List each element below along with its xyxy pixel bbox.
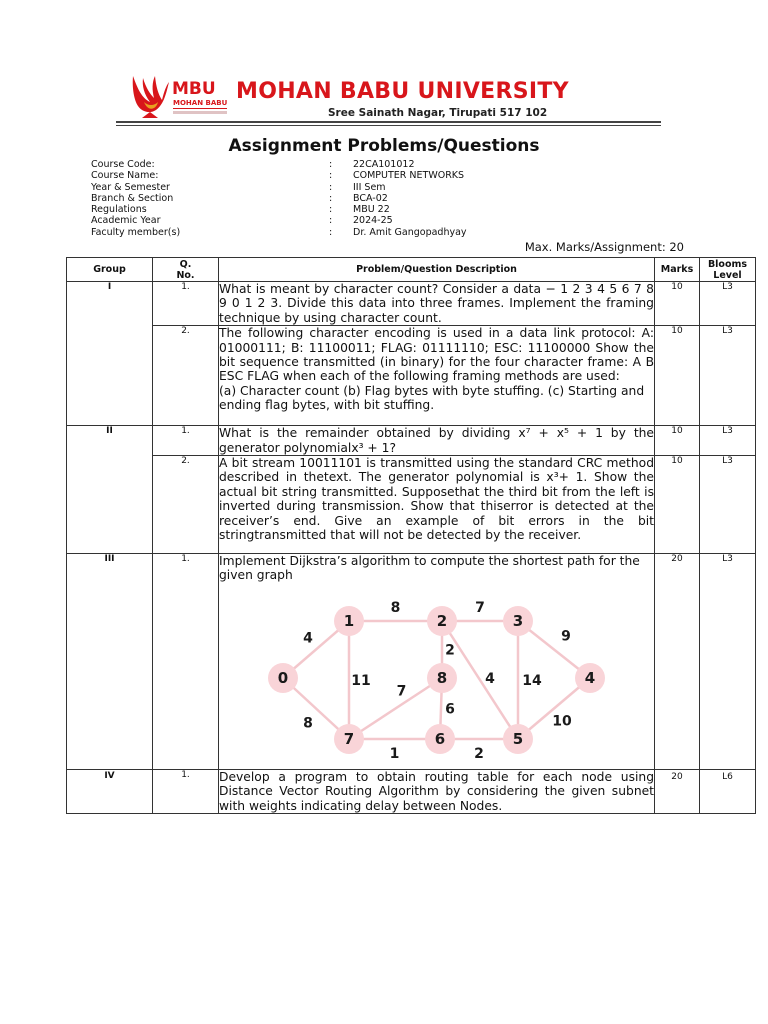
info-label: Regulations xyxy=(91,204,147,216)
qno-cell: 2. xyxy=(153,456,219,554)
blooms-cell: L3 xyxy=(700,456,756,554)
edge-weight-label: 2 xyxy=(445,642,455,659)
info-value: MBU 22 xyxy=(353,204,390,216)
table-row xyxy=(67,282,756,326)
question-cell xyxy=(219,554,655,770)
edge-weight-label: 14 xyxy=(522,672,542,689)
qno-cell: 1. xyxy=(153,426,219,456)
info-value: 22CA101012 xyxy=(353,159,415,170)
table-row xyxy=(67,456,756,554)
node-label: 8 xyxy=(436,668,448,687)
logo-tagline-bar xyxy=(173,111,227,114)
table-header-row xyxy=(67,258,756,282)
group-cell: III xyxy=(67,554,153,770)
info-colon: : xyxy=(329,192,333,204)
node-label: 3 xyxy=(512,611,524,630)
logo-text: MBU xyxy=(172,79,216,99)
header-marks: Marks xyxy=(655,258,700,282)
node-label: 6 xyxy=(434,729,446,748)
header-description: Problem/Question Description xyxy=(219,258,655,282)
edge-weight-label: 8 xyxy=(390,599,401,616)
qno-cell: 1. xyxy=(153,554,219,770)
info-label: Academic Year xyxy=(91,215,161,227)
dijkstra-graph xyxy=(219,589,643,759)
header-blooms: Blooms Level xyxy=(700,258,756,282)
info-label: Course Name: xyxy=(91,170,159,182)
table-row xyxy=(67,554,756,770)
table-row xyxy=(67,426,756,456)
phoenix-emblem-icon xyxy=(133,76,169,118)
header-qno: Q. No. xyxy=(153,258,219,282)
node-label: 1 xyxy=(343,611,355,630)
group-cell: IV xyxy=(67,770,153,814)
info-colon: : xyxy=(329,204,333,216)
question-paragraph: (a) Character count (b) Flag bytes with byte stuffing. (c) Starting and ending flag bytes, with bit stuffing. xyxy=(219,383,645,413)
university-address: Sree Sainath Nagar, Tirupati 517 102 xyxy=(328,107,548,119)
info-label: Faculty member(s) xyxy=(91,226,181,238)
table-row xyxy=(67,326,756,426)
edge-weight-label: 7 xyxy=(475,599,485,616)
info-label: Course Code: xyxy=(91,159,155,170)
question-text xyxy=(219,326,655,426)
blooms-cell: L3 xyxy=(700,426,756,456)
header-rule xyxy=(116,121,661,123)
info-value: Dr. Amit Gangopadhyay xyxy=(353,226,467,238)
info-value: III Sem xyxy=(353,181,386,193)
question-text: Implement Dijkstra’s algorithm to compute the shortest path for the given graph xyxy=(219,554,640,583)
info-value: COMPUTER NETWORKS xyxy=(353,170,465,182)
university-logo xyxy=(130,72,230,120)
marks-cell: 10 xyxy=(655,426,700,456)
marks-cell: 10 xyxy=(655,282,700,326)
marks-cell: 10 xyxy=(655,456,700,554)
edge-weight-label: 9 xyxy=(561,628,571,645)
edge-weight-label: 2 xyxy=(474,745,484,759)
node-label: 2 xyxy=(436,611,448,630)
qno-cell: 2. xyxy=(153,326,219,426)
edge-weight-label: 4 xyxy=(485,670,495,687)
header-rule-thin xyxy=(116,125,661,126)
info-value: BCA-02 xyxy=(353,192,388,204)
edge-weight-label: 11 xyxy=(351,672,371,689)
info-row xyxy=(91,215,553,226)
info-row xyxy=(91,204,553,215)
info-row xyxy=(91,193,553,204)
questions-table xyxy=(66,257,756,814)
info-label: Branch & Section xyxy=(91,192,174,204)
info-colon: : xyxy=(329,159,333,170)
max-marks: Max. Marks/Assignment: 20 xyxy=(524,240,684,254)
course-info xyxy=(91,159,553,238)
blooms-cell: L3 xyxy=(700,282,756,326)
info-value: 2024-25 xyxy=(353,215,393,227)
info-colon: : xyxy=(329,215,333,227)
info-colon: : xyxy=(329,181,333,193)
edge-weight-label: 10 xyxy=(552,713,572,730)
node-label: 4 xyxy=(584,668,596,687)
question-text: What is meant by character count? Consider a data − 1 2 3 4 5 6 7 8 9 0 1 2 3. Divide this data into three frames. Implement the framing technique by using character count. xyxy=(219,282,654,325)
header-group: Group xyxy=(67,258,153,282)
edge-weight-label: 1 xyxy=(389,745,400,759)
question-paragraph: The following character encoding is used in a data link protocol: A: 01000111; B: 11100011; FLAG: 01111110; ESC: 11100000 Show the bit sequence transmitted (in binary) for the four character frame: A B ESC FLAG when each of the following framing methods are used: xyxy=(219,326,654,384)
info-row xyxy=(91,227,553,238)
info-colon: : xyxy=(329,170,333,182)
info-colon: : xyxy=(329,226,333,238)
info-label: Year & Semester xyxy=(91,181,170,193)
blooms-cell: L6 xyxy=(700,770,756,814)
marks-cell: 20 xyxy=(655,554,700,770)
university-name: MOHAN BABU UNIVERSITY xyxy=(236,79,569,104)
qno-cell: 1. xyxy=(153,282,219,326)
info-row xyxy=(91,182,553,193)
edge-weight-label: 7 xyxy=(396,683,407,700)
group-cell: I xyxy=(67,282,153,426)
question-text: What is the remainder obtained by dividing x⁷ + x⁵ + 1 by the generator polynomialx³ + 1? xyxy=(219,426,654,455)
group-cell: II xyxy=(67,426,153,554)
info-row xyxy=(91,170,553,181)
table-row xyxy=(67,770,756,814)
blooms-cell: L3 xyxy=(700,554,756,770)
edge-weight-label: 6 xyxy=(445,701,455,718)
question-text: Develop a program to obtain routing table for each node using Distance Vector Routing Algorithm by considering the given subnet with weights indicating delay between Nodes. xyxy=(219,770,654,813)
blooms-cell: L3 xyxy=(700,326,756,426)
node-label: 7 xyxy=(343,729,355,748)
info-row xyxy=(91,159,553,170)
marks-cell: 10 xyxy=(655,326,700,426)
logo-subtext: MOHAN BABU xyxy=(173,99,228,107)
page-title: Assignment Problems/Questions xyxy=(228,136,540,156)
qno-cell: 1. xyxy=(153,770,219,814)
question-text: A bit stream 10011101 is transmitted using the standard CRC method described in thetext. The generator polynomial is x³+ 1. Show the actual bit string transmitted. Supposethat the third bit from the left is inverted during transmission. Show that thiserror is detected at the receiver’s end. Give an example of bit errors in the bit stringtransmitted that will not be detected by the receiver. xyxy=(219,456,655,554)
marks-cell: 20 xyxy=(655,770,700,814)
node-label: 5 xyxy=(512,729,524,748)
edge-weight-label: 8 xyxy=(303,715,313,732)
edge-weight-label: 4 xyxy=(303,630,313,647)
node-label: 0 xyxy=(277,668,289,687)
